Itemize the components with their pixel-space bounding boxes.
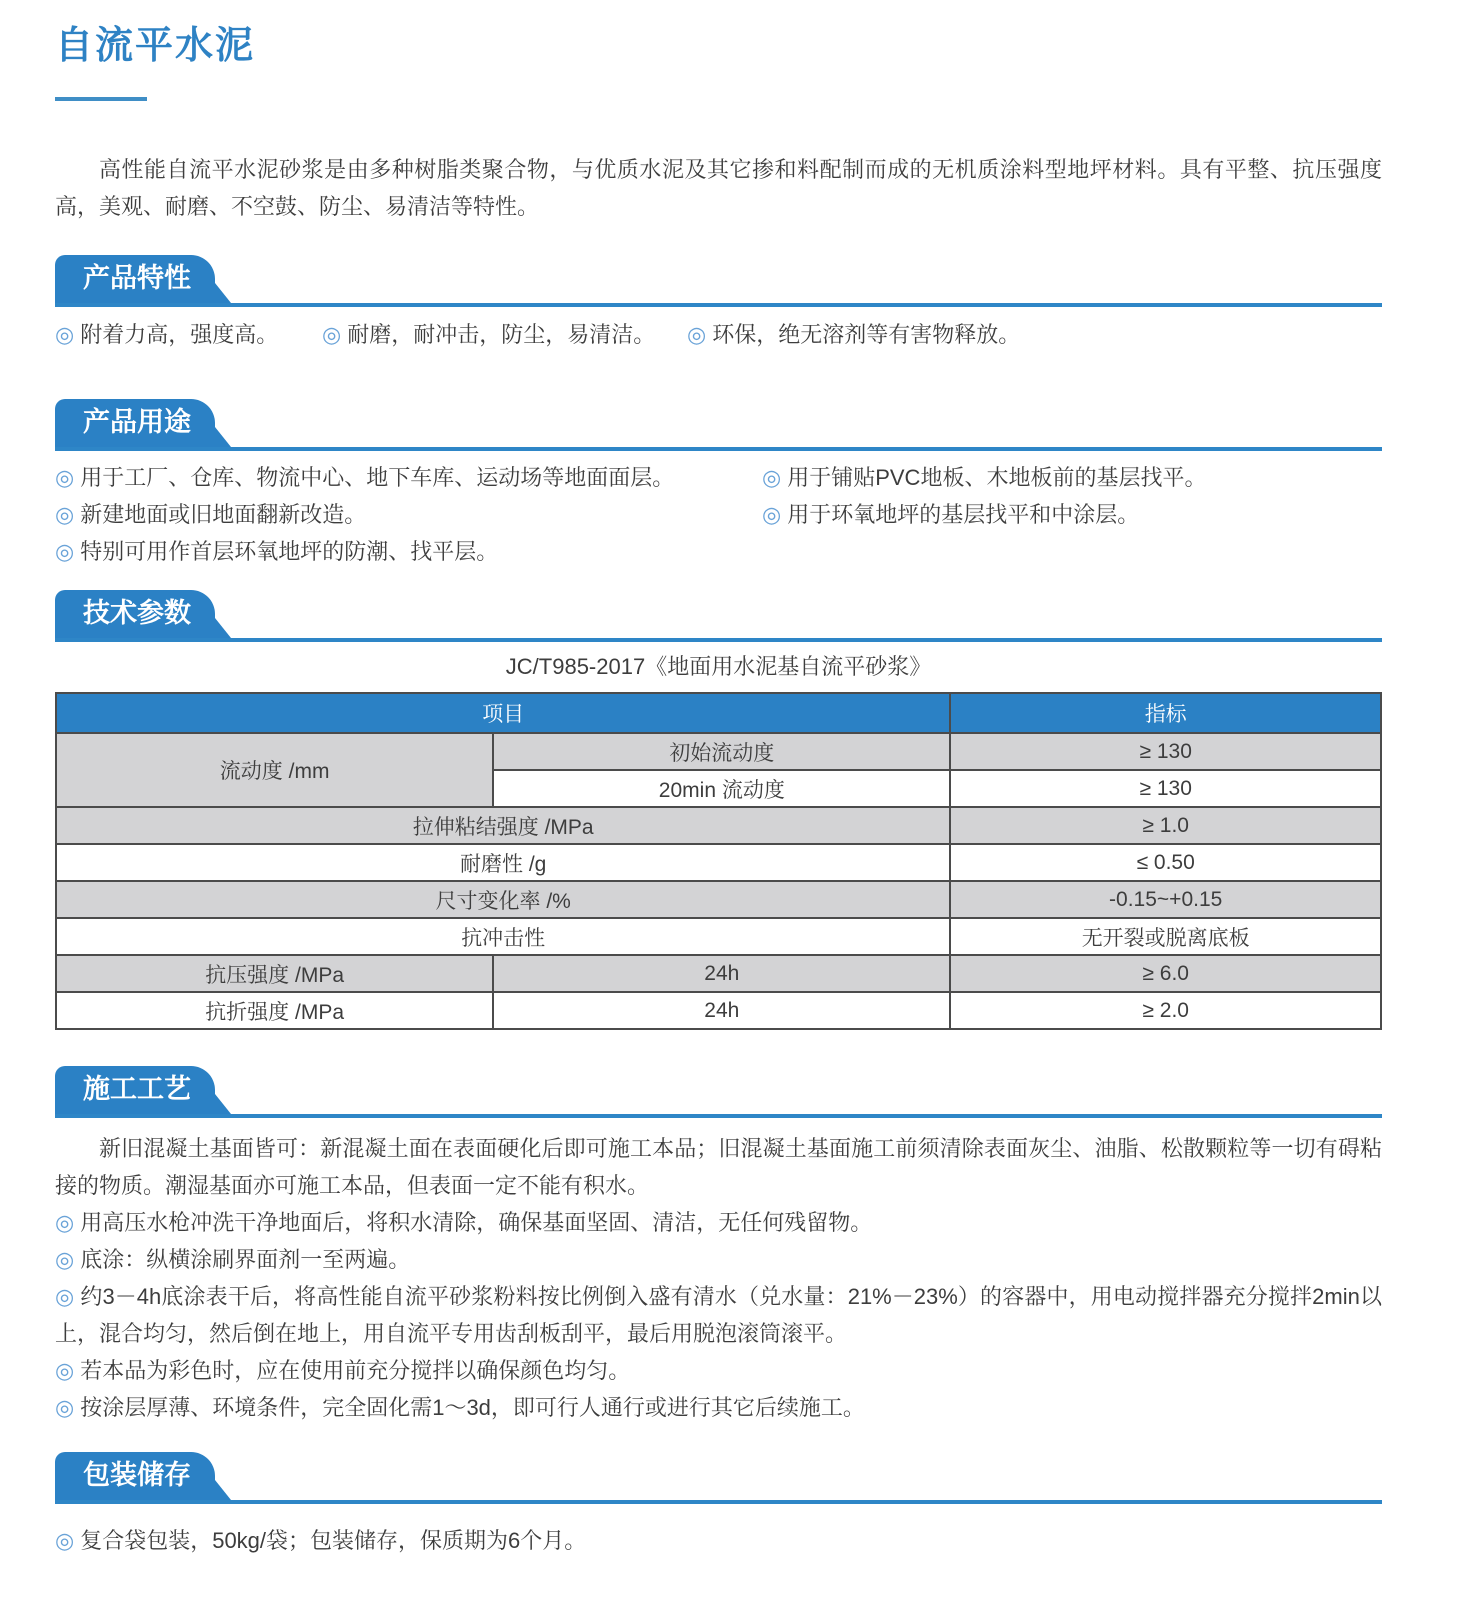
list-item-text: 按涂层厚薄、环境条件，完全固化需1～3d，即可行人通行或进行其它后续施工。 bbox=[80, 1395, 865, 1420]
list-item-text: 用于铺贴PVC地板、木地板前的基层找平。 bbox=[787, 465, 1207, 490]
list-item-text: 底涂：纵横涂刷界面剂一至两遍。 bbox=[80, 1247, 411, 1272]
table-cell-value: ≥ 130 bbox=[950, 733, 1381, 770]
ring-bullet-icon: ◎ bbox=[55, 539, 75, 564]
list-item bbox=[55, 533, 762, 570]
uses-columns bbox=[55, 459, 1382, 570]
list-item bbox=[55, 1352, 1382, 1389]
list-item bbox=[55, 459, 762, 496]
table-cell-value: 无开裂或脱离底板 bbox=[950, 918, 1381, 955]
section-header bbox=[55, 399, 1382, 451]
ring-bullet-icon: ◎ bbox=[55, 1284, 75, 1309]
list-item bbox=[322, 316, 687, 353]
table-cell-value: ≥ 2.0 bbox=[950, 992, 1381, 1029]
intro-paragraph: 高性能自流平水泥砂浆是由多种树脂类聚合物，与优质水泥及其它掺和料配制而成的无机质涂料型地坪材料。具有平整、抗压强度高，美观、耐磨、不空鼓、防尘、易清洁等特性。 bbox=[55, 157, 1382, 219]
section-tab bbox=[55, 255, 215, 303]
table-header-row bbox=[56, 693, 1381, 733]
ring-bullet-icon: ◎ bbox=[55, 322, 75, 347]
list-item bbox=[55, 1204, 1382, 1241]
ring-bullet-icon: ◎ bbox=[55, 1210, 75, 1235]
table-cell-value: -0.15~+0.15 bbox=[950, 881, 1381, 918]
ring-bullet-icon: ◎ bbox=[322, 322, 342, 347]
table-cell-value: ≥ 6.0 bbox=[950, 955, 1381, 992]
table-cell-label: 20min 流动度 bbox=[493, 770, 950, 807]
section-process bbox=[55, 1066, 1382, 1426]
table-row bbox=[56, 844, 1381, 881]
list-item-text: 新建地面或旧地面翻新改造。 bbox=[80, 502, 367, 527]
section-heading: 产品特性 bbox=[83, 263, 191, 293]
section-features bbox=[55, 255, 1382, 353]
list-item-text: 复合袋包装，50kg/袋；包装储存，保质期为6个月。 bbox=[80, 1528, 587, 1553]
section-heading: 施工工艺 bbox=[83, 1074, 191, 1104]
process-list bbox=[55, 1204, 1382, 1426]
ring-bullet-icon: ◎ bbox=[55, 1358, 75, 1383]
list-item bbox=[55, 496, 762, 533]
table-cell-label: 拉伸粘结强度 /MPa bbox=[56, 807, 950, 844]
table-row bbox=[56, 955, 1381, 992]
list-item bbox=[762, 496, 1382, 533]
table-cell-label: 抗冲击性 bbox=[56, 918, 950, 955]
table-header-index: 指标 bbox=[950, 693, 1381, 733]
table-header-item: 项目 bbox=[56, 693, 950, 733]
list-item bbox=[55, 1241, 1382, 1278]
table-cell-label: 抗折强度 /MPa bbox=[56, 992, 493, 1029]
section-tech-params bbox=[55, 590, 1382, 1030]
table-cell-value: ≥ 130 bbox=[950, 770, 1381, 807]
list-item bbox=[762, 459, 1382, 496]
list-item-text: 耐磨，耐冲击，防尘，易清洁。 bbox=[347, 322, 656, 347]
section-heading: 包装储存 bbox=[83, 1460, 191, 1490]
title-underline-rule bbox=[55, 97, 147, 101]
list-item bbox=[55, 316, 322, 353]
ring-bullet-icon: ◎ bbox=[55, 1247, 75, 1272]
ring-bullet-icon: ◎ bbox=[55, 1395, 75, 1420]
section-header bbox=[55, 255, 1382, 307]
datasheet-page bbox=[0, 14, 1459, 1559]
ring-bullet-icon: ◎ bbox=[55, 465, 75, 490]
list-item bbox=[55, 1389, 1382, 1426]
table-row bbox=[56, 881, 1381, 918]
section-header bbox=[55, 1452, 1382, 1504]
section-uses bbox=[55, 399, 1382, 570]
table-row bbox=[56, 733, 1381, 770]
section-header bbox=[55, 1066, 1382, 1118]
section-packaging bbox=[55, 1452, 1382, 1559]
table-cell-label: 耐磨性 /g bbox=[56, 844, 950, 881]
list-item-text: 用于工厂、仓库、物流中心、地下车库、运动场等地面面层。 bbox=[80, 465, 675, 490]
packaging-list bbox=[55, 1522, 1382, 1559]
standard-caption: JC/T985-2017《地面用水泥基自流平砂浆》 bbox=[505, 654, 932, 679]
page-title: 自流平水泥 bbox=[55, 25, 256, 67]
spec-table bbox=[55, 692, 1382, 1030]
uses-left-column bbox=[55, 459, 762, 570]
section-tab bbox=[55, 1066, 215, 1114]
list-item-text: 用于环氧地坪的基层找平和中涂层。 bbox=[787, 502, 1140, 527]
uses-right-column bbox=[762, 459, 1382, 570]
section-tab bbox=[55, 590, 215, 638]
list-item-text: 约3－4h底涂表干后，将高性能自流平砂浆粉料按比例倒入盛有清水（兑水量：21%－23%）的容器中，用电动搅拌器充分搅拌2min以上，混合均匀，然后倒在地上，用自流平专用齿刮板刮平，最后用脱泡滚筒滚平。 bbox=[55, 1284, 1382, 1346]
table-cell-group: 流动度 /mm bbox=[56, 733, 493, 807]
list-item-text: 环保，绝无溶剂等有害物释放。 bbox=[712, 322, 1021, 347]
feature-list bbox=[55, 316, 1382, 353]
section-heading: 产品用途 bbox=[83, 407, 191, 437]
ring-bullet-icon: ◎ bbox=[762, 502, 782, 527]
list-item bbox=[687, 316, 1020, 353]
ring-bullet-icon: ◎ bbox=[55, 1528, 75, 1553]
list-item-text: 附着力高，强度高。 bbox=[80, 322, 279, 347]
table-cell-label: 抗压强度 /MPa bbox=[56, 955, 493, 992]
table-cell-label: 初始流动度 bbox=[493, 733, 950, 770]
section-tab bbox=[55, 1452, 215, 1500]
section-heading: 技术参数 bbox=[83, 598, 191, 628]
list-item bbox=[55, 1522, 1382, 1559]
table-row bbox=[56, 807, 1381, 844]
table-cell-sub: 24h bbox=[493, 992, 950, 1029]
section-tab bbox=[55, 399, 215, 447]
list-item bbox=[55, 1278, 1382, 1352]
list-item-text: 特别可用作首层环氧地坪的防潮、找平层。 bbox=[80, 539, 499, 564]
table-cell-label: 尺寸变化率 /% bbox=[56, 881, 950, 918]
table-cell-value: ≥ 1.0 bbox=[950, 807, 1381, 844]
section-header bbox=[55, 590, 1382, 642]
process-paragraph: 新旧混凝土基面皆可：新混凝土面在表面硬化后即可施工本品；旧混凝土基面施工前须清除表面灰尘、油脂、松散颗粒等一切有碍粘接的物质。潮湿基面亦可施工本品，但表面一定不能有积水。 bbox=[55, 1136, 1382, 1198]
list-item-text: 若本品为彩色时，应在使用前充分搅拌以确保颜色均匀。 bbox=[80, 1358, 631, 1383]
ring-bullet-icon: ◎ bbox=[55, 502, 75, 527]
ring-bullet-icon: ◎ bbox=[687, 322, 707, 347]
list-item-text: 用高压水枪冲洗干净地面后，将积水清除，确保基面坚固、清洁，无任何残留物。 bbox=[80, 1210, 873, 1235]
table-row bbox=[56, 992, 1381, 1029]
ring-bullet-icon: ◎ bbox=[762, 465, 782, 490]
table-row bbox=[56, 918, 1381, 955]
table-cell-sub: 24h bbox=[493, 955, 950, 992]
table-cell-value: ≤ 0.50 bbox=[950, 844, 1381, 881]
